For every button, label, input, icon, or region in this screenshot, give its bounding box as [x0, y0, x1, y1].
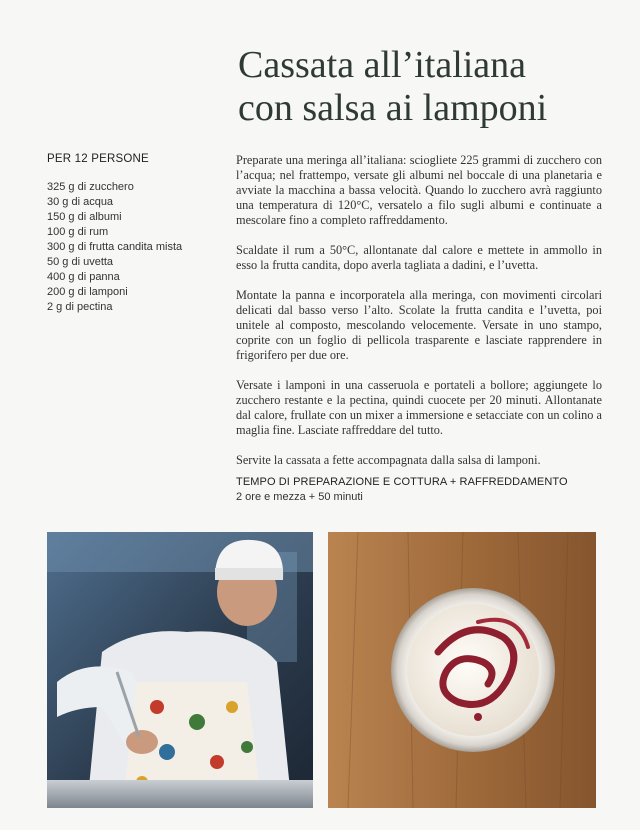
- ingredient-item: 300 g di frutta candita mista: [47, 241, 183, 253]
- recipe-title-line-1: Cassata all’italiana: [238, 44, 527, 86]
- step-paragraph: Servite la cassata a fette accompagnata dalla salsa di lamponi.: [236, 453, 541, 467]
- ingredient-list: [47, 180, 182, 315]
- ingredient-item: 400 g di panna: [47, 271, 120, 283]
- step-paragraph: Versate i lamponi in una casseruola e portateli a bollore; aggiungete lo zucchero restante e la pectina, quindi cuocete per 20 minuti. Allontanate dal calore, frullate con un mixer a immersione e setacciate con un colino a maglia fine. Lasciate raffreddare del tutto.: [236, 378, 602, 437]
- ingredient-item: 30 g di acqua: [47, 196, 114, 208]
- ingredient-item: 325 g di zucchero: [47, 181, 134, 193]
- recipe-title-line-2: con salsa ai lamponi: [238, 87, 548, 129]
- recipe-steps: [236, 153, 602, 483]
- dessert-photo: [328, 532, 596, 808]
- ingredient-item: 200 g di lamponi: [47, 286, 128, 298]
- ingredient-item: 150 g di albumi: [47, 211, 122, 223]
- ingredient-item: 2 g di pectina: [47, 301, 113, 313]
- ingredient-item: 100 g di rum: [47, 226, 109, 238]
- servings-heading: PER 12 PERSONE: [47, 153, 149, 165]
- dessert-illustration: [328, 532, 596, 808]
- prep-time-value: 2 ore e mezza + 50 minuti: [236, 491, 363, 503]
- step-paragraph: Montate la panna e incorporatela alla meringa, con movimenti circolari delicati dal basso verso l’alto. Scolate la frutta candita e l’uvetta, poi unitele al composto, mescolando velocemente. Versate in uno stampo, coprite con un foglio di pellicola trasparente e lasciate rapprendere in frigorifero per due ore.: [236, 288, 602, 362]
- chef-photo: [47, 532, 313, 808]
- step-paragraph: Preparate una meringa all’italiana: sciogliete 225 grammi di zucchero con l’acqua; nel frattempo, versate gli albumi nel boccale di una planetaria e avviate la macchina a bassa velocità. Quando lo zucchero avrà raggiunto una temperatura di 120°C, versatelo a filo sugli albumi e continuate a mescolare fino a completo raffreddamento.: [236, 153, 602, 227]
- ingredient-item: 50 g di uvetta: [47, 256, 114, 268]
- prep-time-label: TEMPO DI PREPARAZIONE E COTTURA + RAFFREDDAMENTO: [236, 476, 568, 488]
- recipe-title: [238, 44, 628, 130]
- chef-illustration: [47, 532, 313, 808]
- step-paragraph: Scaldate il rum a 50°C, allontanate dal calore e mettete in ammollo in esso la frutta candita, dopo averla tagliata a dadini, e l’uvetta.: [236, 243, 602, 272]
